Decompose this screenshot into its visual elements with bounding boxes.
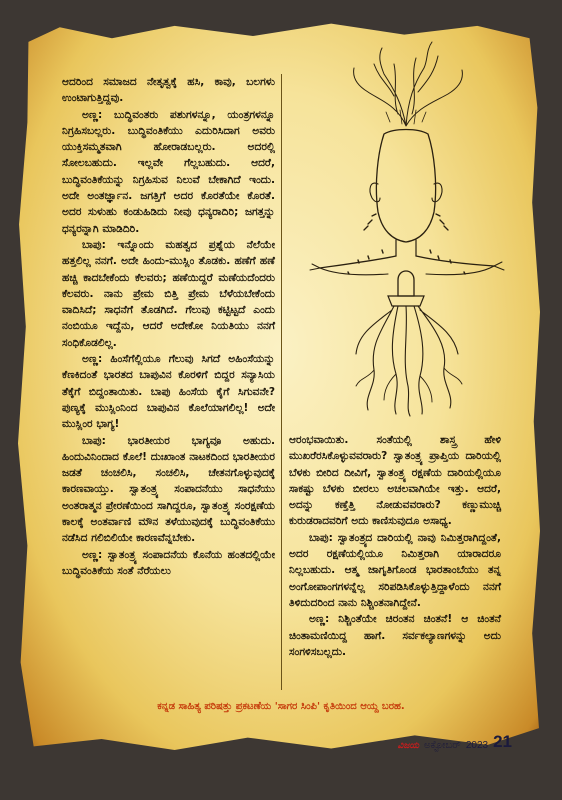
paragraph: ಬಾಪು: ಇನ್ನೊಂದು ಮಹತ್ವದ ಪ್ರಶ್ನೆಯ ನೆಲೆಯೇ ಹತ್ತಲಿಲ್ಲ ನನಗೆ. ಅದೇ ಹಿಂದು-ಮುಸ್ಲಿಂ ತೊಡಕು. ಹಣೆಗೆ ಹಣೆ ಹಚ್ಚಿ ಕಾದಬೇಕೆಂದು ಕೆಲವರು; ಹಣೆಯಿದ್ದರೆ ಮಣೆಯದೆಂದರು ಕೆಲವರು. ನಾನು ಪ್ರೇಮ ಬಿತ್ತಿ ಪ್ರೇಮ ಬೆಳೆಯಬೇಕೆಂದು ವಾದಿಸಿದೆ; ಸಾಧನೆಗೆ ತೊಡಗಿದೆ. ಗೆಲುವು ಕಟ್ಟಿಟ್ಟದೆ ಎಂದು ನಂಬಿಯೂ ಇದ್ದೆನು, ಆದರೆ ಅದೇಕೋ ನಿಯತಿಯು ನನಗೆ ಸಂಧಿಕೊಡಲಿಲ್ಲ. xyxy=(62,238,275,349)
paragraph: ಅಣ್ಣ: ಬುದ್ಧಿವಂತರು ಪಶುಗಳನ್ನೂ, ಯಂತ್ರಗಳನ್ನೂ ನಿಗ್ರಹಿಸಬಲ್ಲರು. ಬುದ್ಧಿವಂತಿಕೆಯು ಎದುರಿಸಿದಾಗ ಅವರು ಯುಕ್ತಿಸಮ್ಮತವಾಗಿ ಹೋರಾಡಬಲ್ಲರು. ಅದರಲ್ಲಿ ಸೋಲಬಹುದು. ಇಲ್ಲವೇ ಗೆಲ್ಲಬಹುದು. ಆದರೆ, ಬುದ್ಧಿವಂತಿಕೆಯನ್ನು ನಿಗ್ರಹಿಸುವ ನಿಲುವೆ ಬೇಕಾಗಿದೆ ಇಂದು. ಅದೇ ಅಂತರ್ಜ್ಞಾನ. ಜಗತ್ತಿಗೆ ಅದರ ಕೊರತೆಯೇ ಕೊರತೆ. ಅದರ ಸುಳುಹು ಕಂಡುಹಿಡಿದು ನೀವು ಧನ್ಯರಾದಿರಿ; ಜಗತ್ತನ್ನು ಧನ್ಯರನ್ನಾಗಿ ಮಾಡಿದಿರಿ. xyxy=(62,108,275,235)
paragraph: ಅಣ್ಣ: ಹಿಂಸೆಗೆಲ್ಲಿಯೂ ಗೆಲುವು ಸಿಗದೆ ಅಹಿಂಸೆಯನ್ನು ಕೆಣಕಿದಂತೆ ಭಾರತದ ಬಾಪುವಿನ ಕೊರಳಿಗೆ ಬಿದ್ದರ ಸನ್ಯಾಸಿಯ ತೆಕ್ಕೆಗೆ ಬಿದ್ದಂತಾಯಿತು. ಬಾಪು ಹಿಂಸೆಯ ಕೈಗೆ ಸಿಗುವನೇ? ಪುಣ್ಯಕ್ಕೆ ಮುಸ್ಲಿಂನಿಂದ ಬಾಪುವಿನ ಕೊಲೆಯಾಗಲಿಲ್ಲ! ಅದೇ ಮುಸ್ಲಿಂರ ಭಾಗ್ಯ! xyxy=(62,353,275,431)
left-text-column xyxy=(62,74,275,579)
illustration-head-roots xyxy=(298,34,523,418)
page-number: 21 xyxy=(493,732,512,751)
issue-year: 2023 xyxy=(465,740,489,751)
source-credit: ಕನ್ನಡ ಸಾಹಿತ್ಯ ಪರಿಷತ್ತು ಪ್ರಕಟಣೆಯ 'ಸಾಗರ ಸಿಂಪಿ' ಕೃತಿಯಿಂದ ಆಯ್ದ ಬರಹ. xyxy=(157,701,405,712)
paragraph: ಬಾಪು: ಸ್ವಾತಂತ್ರ್ಯದ ದಾರಿಯಲ್ಲಿ ನಾವು ನಿಮಿತ್ತರಾಗಿದ್ದಂತೆ, ಅದರ ರಕ್ಷಣೆಯಲ್ಲಿಯೂ ನಿಮಿತ್ತರಾಗಿ ಯಾರಾದರೂ ನಿಲ್ಲಬಹುದು. ಆತ್ಮ ಜಾಗೃತಿಗೊಂಡ ಭಾರತಾಂಬೆಯು ತನ್ನ ಅಂಗೋಪಾಂಗಗಳನ್ನೆಲ್ಲ ಸರಿಪಡಿಸಿಕೊಳ್ಳುತ್ತಿದ್ದಾಳೆಂದು ನನಗೆ ತಿಳಿದುದರಿಂದ ನಾನು ನಿಶ್ಚಿಂತನಾಗಿದ್ದೇನೆ. xyxy=(289,531,501,609)
paragraph: ಅಣ್ಣ: ನಿಶ್ಚಿಂತೆಯೇ ಚಿರಂತನ ಚಿಂತನೆ! ಆ ಚಿಂತನೆ ಚಿಂತಾಮಣಿಯಿದ್ದ ಹಾಗೆ. ಸರ್ವಕಲ್ಯಾಣಗಳನ್ನು ಅದು ಸಂಗಳಿಸಬಲ್ಲದು. xyxy=(289,613,501,658)
right-text-column xyxy=(289,432,501,660)
magazine-logo: ವಿಜಯ xyxy=(397,740,420,750)
issue-month: ಅಕ್ಟೋಬರ್ xyxy=(424,740,461,751)
paragraph: ಅಣ್ಣ: ಸ್ವಾತಂತ್ರ್ಯ ಸಂಪಾದನೆಯ ಕೊನೆಯ ಹಂತದಲ್ಲಿಯೇ ಬುದ್ಧಿವಂತಿಕೆಯ ಸಂತೆ ನೆರೆಯಲು xyxy=(62,548,275,577)
column-divider xyxy=(281,74,282,690)
paragraph: ಬಾಪು: ಭಾರತೀಯರ ಭಾಗ್ಯವೂ ಅಹುದು. ಹಿಂದುವಿನಿಂದಾದ ಕೊಲೆ! ದುಃಖಾಂತ ನಾಟಕದಿಂದ ಭಾರತೀಯರ ಜಡತೆ ಚಂಚಲಿಸಿ, ಸಂಚಲಿಸಿ, ಚೇತನಗೊಳ್ಳುವುದಕ್ಕೆ ಕಾರಣವಾಯ್ತು. ಸ್ವಾತಂತ್ರ್ಯ ಸಂಪಾದನೆಯು ಸಾಧನೆಯು ಅಂತರಾತ್ಮನ ಪ್ರೇರಣೆಯಿಂದ ಸಾಗಿದ್ದರೂ, ಸ್ವಾತಂತ್ರ್ಯ ಸಂರಕ್ಷಣೆಯ ಕಾಲಕ್ಕೆ ಅಂತರ್ವಾಣಿ ಮೌನ ತಳೆಯುವುದಕ್ಕೆ ಬುದ್ಧಿವಂತಿಕೆಯು ನಡೆಸಿದ ಗಲಿಬಿಲಿಯೇ ಕಾರಣವೆನ್ನಬೇಕು. xyxy=(62,434,275,545)
page-footer xyxy=(398,731,512,751)
paragraph: ಆರಂಭವಾಯಿತು. ಸಂತೆಯಲ್ಲಿ ಶಾಸ್ತ್ರ ಹೇಳಿ ಮುಖರೆರಸಿಕೊಳ್ಳುವವರಾರು? ಸ್ವಾತಂತ್ರ್ಯ ಪ್ರಾಪ್ತಿಯ ದಾರಿಯಲ್ಲಿ ಬೆಳಕು ಬೀರಿದ ದೀವಿಗೆ, ಸ್ವಾತಂತ್ರ್ಯ ರಕ್ಷಣೆಯ ದಾರಿಯಲ್ಲಿಯೂ ಸಾಕಷ್ಟು ಬೆಳಕು ಬೀರಲು ಅಚಲವಾಗಿಯೇ ಇತ್ತು. ಆದರೆ, ಅದನ್ನು ಕಣ್ತೆತ್ತಿ ನೋಡುವವರಾರು? ಕಣ್ಣುಮುಚ್ಚಿ ಕುರುಡರಾದವರಿಗೆ ಅದು ಕಾಣಿಸುವುದೂ ಅಸಾಧ್ಯ. xyxy=(289,434,501,528)
paragraph: ಆದರಿಂದ ಸಮಾಜದ ನೇತೃತ್ವಕ್ಕೆ ಹಸಿ, ಕಾವು, ಬಲಗಳು ಉಂಟಾಗುತ್ತಿದ್ದವು. xyxy=(62,76,275,105)
